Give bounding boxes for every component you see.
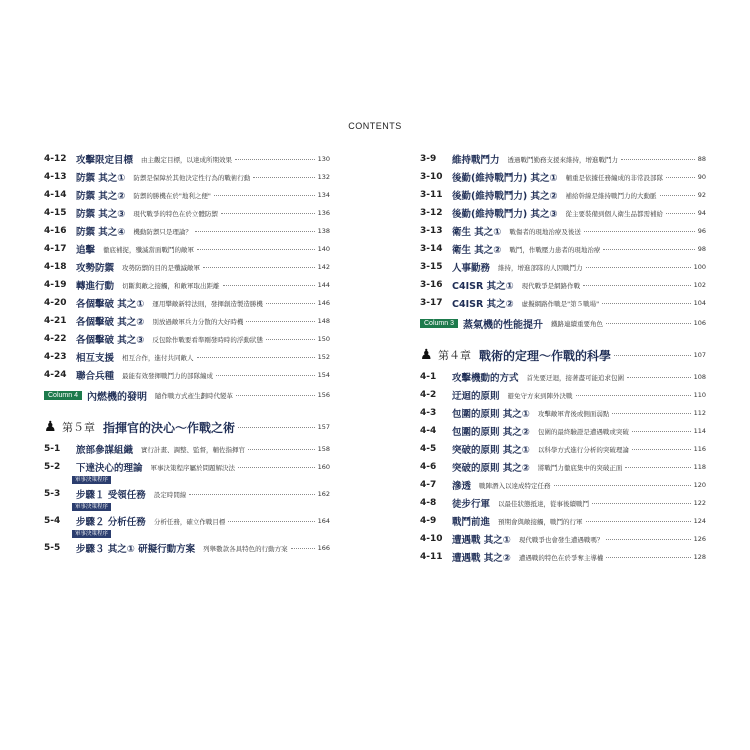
entry-page: 112 (693, 409, 706, 417)
entry-number: 4-12 (44, 154, 67, 164)
entry-number: 4-5 (420, 444, 437, 454)
entry-title: 遭遇戰 其之① (452, 535, 511, 546)
entry-description: 補給幹線是維持戰鬥力的大動脈 (565, 191, 657, 200)
toc-entry[interactable] (420, 494, 706, 512)
entry-number: 4-7 (420, 480, 437, 490)
leader-dots (246, 321, 314, 322)
entry-page: 148 (317, 317, 330, 325)
entry-description: 別放過敵軍兵力分散的大好時機 (152, 317, 244, 326)
entry-title: 防禦 其之③ (76, 209, 126, 220)
leader-dots (583, 285, 690, 286)
leader-dots (197, 357, 315, 358)
entry-description: 防禦的勝機在於"地利之便" (133, 191, 211, 200)
entry-page: 88 (697, 155, 706, 163)
entry-number: 4-15 (44, 208, 67, 218)
entry-title: 防禦 其之④ (76, 227, 126, 238)
entry-number: 5-2 (44, 462, 61, 472)
chapter-page: 107 (693, 351, 706, 359)
entry-page: 114 (693, 427, 706, 435)
decision-process-tag: 軍事決策程序 (44, 503, 330, 512)
entry-number: 4-2 (420, 390, 437, 400)
entry-page: 96 (697, 227, 706, 235)
chapter-5-heading[interactable] (44, 414, 330, 440)
column-desc: 隨作戰方式產生劃時代變革 (154, 391, 233, 400)
entry-title: 迂迴的原則 (452, 391, 500, 402)
toc-entry[interactable] (420, 222, 706, 240)
entry-page: 146 (317, 299, 330, 307)
leader-dots (238, 467, 315, 468)
leader-dots (214, 195, 315, 196)
entry-description: 由主觀定目標，以達成所期效果 (141, 155, 233, 164)
entry-number: 4-19 (44, 280, 67, 290)
entry-page: 90 (697, 173, 706, 181)
entry-description: 實行計畫、調整、監督，輔佐指揮官 (141, 445, 246, 454)
entry-page: 126 (693, 535, 706, 543)
leader-dots (632, 431, 691, 432)
entry-title: 各個擊破 其之① (76, 299, 145, 310)
entry-page: 122 (693, 499, 706, 507)
entry-description: 運用攀敵新特法則，發揮創造製造勝機 (152, 299, 263, 308)
entry-page: 116 (693, 445, 706, 453)
leader-dots (602, 303, 690, 304)
toc-entry[interactable] (420, 458, 706, 476)
column-label: Column 3 (420, 319, 458, 328)
entry-number: 4-18 (44, 262, 67, 272)
column-page: 106 (693, 319, 706, 327)
entry-number: 4-21 (44, 316, 67, 326)
leader-dots (586, 267, 691, 268)
entry-title: C4ISR 其之② (452, 299, 514, 310)
entry-description: 攻勢防禦的目的是殲滅敵軍 (122, 263, 201, 272)
entry-description: 機動防禦只是理論？ (133, 227, 192, 236)
entry-title: 人事勤務 (452, 263, 491, 274)
pawn-icon: ♟ (420, 347, 433, 363)
entry-page: 160 (317, 463, 330, 471)
toc-entry[interactable] (420, 422, 706, 440)
leader-dots (660, 195, 695, 196)
toc-entry[interactable] (420, 530, 706, 548)
leader-dots (592, 503, 691, 504)
entry-number: 3-16 (420, 280, 443, 290)
entry-description: 透過戰鬥勤務支援來維持，增進戰鬥力 (507, 155, 619, 164)
entry-description: 維持，增進部隊的人因戰鬥力 (498, 263, 583, 272)
entry-number: 3-17 (420, 298, 443, 308)
column-desc: 鐵路連續重要角色 (550, 319, 603, 328)
entry-number: 5-1 (44, 444, 61, 454)
column-label: Column 4 (44, 391, 82, 400)
entry-title: 轉進行動 (76, 281, 115, 292)
entry-title: 聯合兵種 (76, 371, 115, 382)
toc-entry-5-3[interactable]: 5-3 步驟１ 受領任務 設定時間線 162 (44, 489, 330, 501)
entry-description: 以科學方式進行分析的突破理論 (537, 445, 629, 454)
entry-description: 首先要迂迴，接著盡可能追求包圍 (526, 373, 625, 382)
leader-dots (632, 449, 691, 450)
entry-number: 3-14 (420, 244, 443, 254)
toc-entry[interactable] (44, 222, 330, 240)
entry-page: 144 (317, 281, 330, 289)
toc-entry-5-4[interactable]: 5-4 步驟２ 分析任務 分析任務，確立作戰目標 164 (44, 516, 330, 528)
toc-entry[interactable] (44, 276, 330, 294)
toc-entry[interactable] (420, 240, 706, 258)
toc-entry[interactable] (420, 168, 706, 186)
entry-page: 118 (693, 463, 706, 471)
entry-title: 包圍的原則 其之② (452, 427, 530, 438)
entry-title: C4ISR 其之① (452, 281, 514, 292)
entry-page: 98 (697, 245, 706, 253)
entry-number: 4-20 (44, 298, 67, 308)
entry-description: 反包除作戰要看準剛發時時的浮動狀態 (152, 335, 263, 344)
toc-entry[interactable] (44, 458, 330, 476)
toc-entry[interactable] (44, 204, 330, 222)
entry-description: 現代戰爭是網路作戰 (521, 281, 581, 290)
leader-dots (606, 323, 691, 324)
entry-title: 攻擊限定目標 (76, 155, 134, 166)
leader-dots (238, 427, 315, 428)
entry-description: 戰傷者的現地治療及後送 (509, 227, 581, 236)
entry-title: 滲透 (452, 481, 472, 492)
entry-number: 4-14 (44, 190, 67, 200)
entry-page: 110 (693, 391, 706, 399)
contents-header: CONTENTS (348, 121, 402, 131)
leader-dots (627, 377, 691, 378)
column-3-entry[interactable] (420, 312, 706, 334)
leader-dots (666, 213, 695, 214)
toc-entry[interactable] (420, 476, 706, 494)
leader-dots (236, 395, 315, 396)
entry-page: 128 (693, 553, 706, 561)
entry-page: 130 (317, 155, 330, 163)
entry-page: 134 (317, 191, 330, 199)
entry-description: 虛擬網路作戰是"第５戰場" (521, 299, 600, 308)
decision-process-tag: 軍事決策程序 (44, 530, 330, 539)
leader-dots (554, 485, 691, 486)
toc-entry[interactable] (44, 330, 330, 348)
toc-entry[interactable] (44, 258, 330, 276)
entry-title: 戰鬥前進 (452, 517, 491, 528)
toc-entry[interactable] (44, 168, 330, 186)
entry-page: 124 (693, 517, 706, 525)
entry-page: 150 (317, 335, 330, 343)
right-entries-group (420, 150, 706, 312)
entry-page: 102 (693, 281, 706, 289)
entry-number: 4-17 (44, 244, 67, 254)
entry-page: 154 (317, 371, 330, 379)
toc-entry[interactable] (420, 548, 706, 566)
entry-title: 追擊 (76, 245, 96, 256)
entry-title: 衛生 其之① (452, 227, 502, 238)
right-entries-group-2 (420, 368, 706, 566)
leader-dots (221, 213, 315, 214)
leader-dots (197, 249, 315, 250)
leader-dots (266, 303, 315, 304)
toc-entry[interactable] (420, 150, 706, 168)
decision-process-tag: 軍事決策程序 (44, 476, 330, 485)
chapter-4-heading[interactable] (420, 342, 706, 368)
entry-description: 現代戰爭的特色在於立體防禦 (133, 209, 218, 218)
toc-entry[interactable] (420, 258, 706, 276)
chapter-label: 第４章 (438, 349, 471, 362)
entry-number: 4-22 (44, 334, 67, 344)
entry-title: 防禦 其之② (76, 191, 126, 202)
entry-description: 包圍的最終驗證是遭遇戰或突破 (537, 427, 629, 436)
entry-page: 152 (317, 353, 330, 361)
entry-number: 4-23 (44, 352, 67, 362)
toc-entry[interactable] (44, 240, 330, 258)
entry-title: 後勤(維持戰鬥力) 其之③ (452, 209, 558, 220)
chapter-title: 戰術的定理～作戰的科學 (479, 348, 612, 363)
entry-number: 3-13 (420, 226, 443, 236)
entry-title: 各個擊破 其之③ (76, 335, 145, 346)
entry-title: 後勤(維持戰鬥力) 其之① (452, 173, 558, 184)
entry-number: 4-1 (420, 372, 437, 382)
leader-dots (253, 177, 314, 178)
entry-title: 下達決心的理論 (76, 463, 143, 474)
entry-title: 防禦 其之① (76, 173, 126, 184)
leader-dots (223, 285, 315, 286)
entry-number: 4-11 (420, 552, 443, 562)
pawn-icon: ♟ (44, 419, 57, 435)
entry-number: 4-16 (44, 226, 67, 236)
entry-description: 避免守方來到陣外決戰 (507, 391, 573, 400)
entry-description: 戰陣潛入以達成特定任務 (479, 481, 551, 490)
entry-page: 108 (693, 373, 706, 381)
entry-number: 4-4 (420, 426, 437, 436)
entry-description: 徹底補捉，殲滅當面戰鬥的敵軍 (103, 245, 195, 254)
entry-page: 158 (317, 445, 330, 453)
leader-dots (621, 159, 695, 160)
entry-description: 從主要裝備到個人衛生品都需補給 (565, 209, 664, 218)
leader-dots (614, 355, 691, 356)
entry-title: 攻擊機動的方式 (452, 373, 519, 384)
entry-number: 3-11 (420, 190, 443, 200)
toc-entry[interactable] (420, 512, 706, 530)
toc-entry[interactable] (44, 440, 330, 458)
toc-entry[interactable] (44, 186, 330, 204)
entry-description: 切斷與敵之接觸，和敵軍取出距離 (122, 281, 220, 290)
entry-page: 142 (317, 263, 330, 271)
entry-number: 4-3 (420, 408, 437, 418)
entry-title: 各個擊破 其之② (76, 317, 145, 328)
entry-page: 132 (317, 173, 330, 181)
leader-dots (248, 449, 315, 450)
leader-dots (195, 231, 315, 232)
column-page: 156 (317, 391, 330, 399)
entry-title: 維持戰鬥力 (452, 155, 500, 166)
entry-number: 4-10 (420, 534, 443, 544)
toc-entry[interactable] (420, 368, 706, 386)
leader-dots (612, 413, 690, 414)
left-entries-group-2 (44, 440, 330, 476)
leader-dots (216, 375, 315, 376)
entry-title: 後勤(維持戰鬥力) 其之② (452, 191, 558, 202)
column-title: 內燃機的發明 (86, 391, 147, 403)
entry-number: 4-6 (420, 462, 437, 472)
entry-number: 4-13 (44, 172, 67, 182)
left-entries-group (44, 150, 330, 384)
toc-entry[interactable] (420, 186, 706, 204)
leader-dots (666, 177, 695, 178)
leader-dots (625, 467, 690, 468)
leader-dots (235, 159, 315, 160)
chapter-page: 157 (317, 423, 330, 431)
entry-number: 4-24 (44, 370, 67, 380)
entry-number: 3-15 (420, 262, 443, 272)
chapter-title: 指揮官的決心～作戰之術 (103, 420, 236, 435)
leader-dots (576, 395, 691, 396)
entry-description: 軍事決策程序屬於問題解決法 (150, 463, 236, 472)
entry-page: 94 (697, 209, 706, 217)
leader-dots (584, 231, 695, 232)
leader-dots (266, 339, 315, 340)
toc-entry[interactable] (420, 404, 706, 422)
entry-title: 衛生 其之② (452, 245, 502, 256)
leader-dots (603, 249, 694, 250)
entry-page: 140 (317, 245, 330, 253)
entry-description: 現代戰爭也會發生遭遇戰嗎？ (518, 535, 604, 544)
entry-description: 以最佳狀態抵達，從事後續戰鬥 (498, 499, 590, 508)
entry-number: 4-8 (420, 498, 437, 508)
toc-entry[interactable] (420, 294, 706, 312)
chapter-label: 第５章 (62, 421, 95, 434)
leader-dots (606, 557, 690, 558)
entry-title: 攻勢防禦 (76, 263, 115, 274)
toc-entry-5-5[interactable]: 5-5 步驟３ 其之① 研擬行動方案 列舉數款各具特色的行動方案 166 (44, 543, 330, 555)
right-toc-column (420, 150, 706, 566)
toc-entry[interactable] (420, 276, 706, 294)
toc-entry[interactable] (44, 366, 330, 384)
leader-dots (586, 521, 691, 522)
leader-dots (203, 267, 315, 268)
left-toc-column (44, 150, 330, 557)
entry-description: 相互合作，進付共同敵人 (122, 353, 194, 362)
entry-number: 3-9 (420, 154, 437, 164)
entry-title: 遭遇戰 其之② (452, 553, 511, 564)
entry-description: 輔重是依據任務編成的非常設部隊 (565, 173, 664, 182)
entry-title: 徒步行軍 (452, 499, 491, 510)
entry-page: 120 (693, 481, 706, 489)
entry-title: 旅部參謀組織 (76, 445, 134, 456)
entry-title: 包圍的原則 其之① (452, 409, 530, 420)
entry-title: 突破的原則 其之① (452, 445, 530, 456)
entry-number: 4-9 (420, 516, 437, 526)
entry-number: 3-10 (420, 172, 443, 182)
toc-entry[interactable] (44, 294, 330, 312)
column-4-entry[interactable] (44, 384, 330, 406)
entry-page: 92 (697, 191, 706, 199)
entry-description: 將戰鬥力徹底集中的突破正面 (537, 463, 623, 472)
entry-page: 100 (693, 263, 706, 271)
entry-page: 104 (693, 299, 706, 307)
entry-description: 戰鬥，作戰壓力患者的現地治療 (509, 245, 601, 254)
entry-description: 遭遇戰的特色在於爭奪主導權 (518, 553, 604, 562)
entry-number: 3-12 (420, 208, 443, 218)
entry-description: 防禦是保障於其他決定性行為的戰術行動 (133, 173, 251, 182)
entry-title: 相互支援 (76, 353, 115, 364)
entry-description: 攻擊敵軍背後或側面弱點 (537, 409, 610, 418)
column-title: 蒸氣機的性能提升 (462, 319, 543, 331)
leader-dots (606, 539, 690, 540)
toc-entry[interactable] (420, 440, 706, 458)
toc-entry[interactable] (44, 348, 330, 366)
entry-title: 突破的原則 其之② (452, 463, 530, 474)
entry-description: 最能有效發揮戰鬥力的部隊編成 (122, 371, 214, 380)
toc-entry[interactable] (420, 386, 706, 404)
toc-entry[interactable] (44, 150, 330, 168)
entry-page: 136 (317, 209, 330, 217)
entry-description: 預期會與敵接觸，戰鬥的行軍 (498, 517, 583, 526)
entry-page: 138 (317, 227, 330, 235)
toc-entry[interactable] (420, 204, 706, 222)
toc-entry[interactable] (44, 312, 330, 330)
